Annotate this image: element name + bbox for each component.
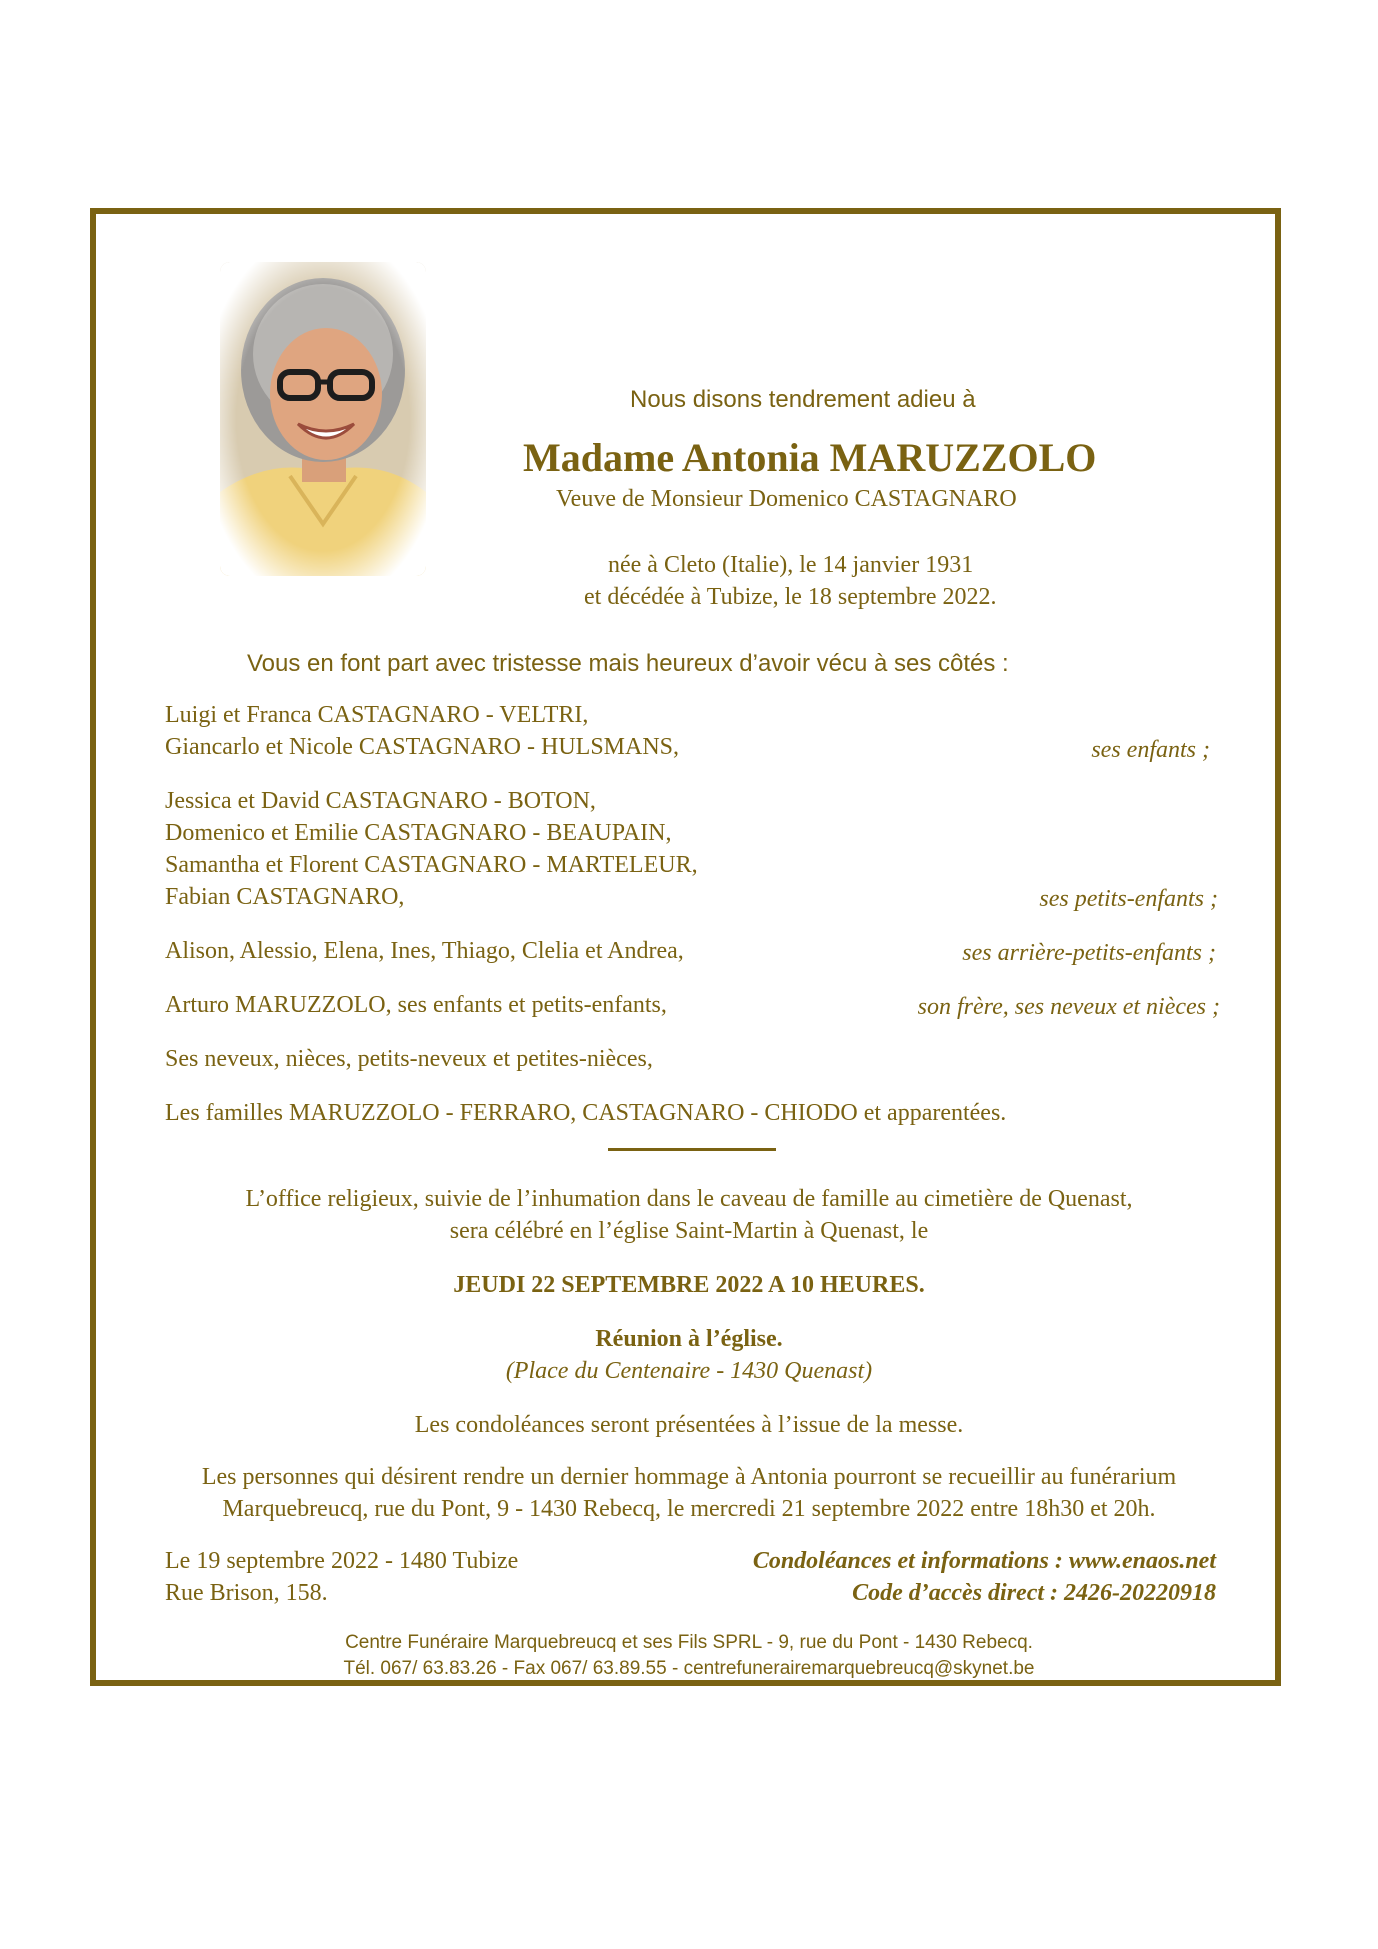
portrait-photo [220,262,426,576]
company-line: Centre Funéraire Marquebreucq et ses Fils SPRL - 9, rue du Pont - 1430 Rebecq. [345,1632,1033,1653]
relation-children: ses enfants ; [1091,737,1210,763]
relation-brother: son frère, ses neveux et nièces ; [917,994,1220,1020]
tribute-line-2: Marquebreucq, rue du Pont, 9 - 1430 Rebecq, le mercredi 21 septembre 2022 entre 18h30 et 20h. [222,1496,1156,1522]
meeting-line: Réunion à l’église. [595,1326,783,1352]
nephews-line: Ses neveux, nièces, petits-neveux et petites-nièces, [165,1046,653,1072]
footer-date-place: Le 19 septembre 2022 - 1480 Tubize [165,1548,519,1574]
contact-line: Tél. 067/ 63.83.26 - Fax 067/ 63.89.55 - centrefunerairemarquebreucq@skynet.be [343,1658,1035,1679]
footer-street: Rue Brison, 158. [165,1580,328,1606]
ceremony-line-1: L’office religieux, suivie de l’inhumation dans le caveau de famille au cimetière de Quenast, [245,1186,1133,1212]
death-line: et décédée à Tubize, le 18 septembre 2022. [584,584,997,610]
grandchildren-line-4: Fabian CASTAGNARO, [165,884,405,910]
online-condolences: Condoléances et informations : www.enaos.net [752,1548,1216,1574]
ceremony-date: JEUDI 22 SEPTEMBRE 2022 A 10 HEURES. [453,1272,925,1298]
families-line: Les familles MARUZZOLO - FERRARO, CASTAGNARO - CHIODO et apparentées. [165,1100,1007,1126]
divider [608,1148,776,1151]
ceremony-line-2: sera célébré en l’église Saint-Martin à Quenast, le [449,1218,929,1244]
grandchildren-line-2: Domenico et Emilie CASTAGNARO - BEAUPAIN, [165,820,672,846]
children-line-2: Giancarlo et Nicole CASTAGNARO - HULSMANS, [165,734,680,760]
widow-line: Veuve de Monsieur Domenico CASTAGNARO [556,486,1017,512]
relation-grandchildren: ses petits-enfants ; [1039,886,1218,912]
children-line-1: Luigi et Franca CASTAGNARO - VELTRI, [165,702,589,728]
access-code: Code d’accès direct : 2426-20220918 [852,1580,1216,1606]
brother-line: Arturo MARUZZOLO, ses enfants et petits-enfants, [165,992,667,1018]
announcement-text: Vous en font part avec tristesse mais heureux d’avoir vécu à ses côtés : [247,650,1009,677]
birth-line: née à Cleto (Italie), le 14 janvier 1931 [608,552,974,578]
intro-text: Nous disons tendrement adieu à [630,386,976,413]
relation-great-grandchildren: ses arrière-petits-enfants ; [962,940,1216,966]
great-grandchildren-line: Alison, Alessio, Elena, Ines, Thiago, Clelia et Andrea, [165,938,684,964]
condolences-line: Les condoléances seront présentées à l’issue de la messe. [414,1412,964,1438]
grandchildren-line-1: Jessica et David CASTAGNARO - BOTON, [165,788,596,814]
church-address: (Place du Centenaire - 1430 Quenast) [505,1358,873,1384]
deceased-name: Madame Antonia MARUZZOLO [523,435,1097,480]
grandchildren-line-3: Samantha et Florent CASTAGNARO - MARTELEUR, [165,852,698,878]
tribute-line-1: Les personnes qui désirent rendre un dernier hommage à Antonia pourront se recueillir au funérarium [201,1464,1177,1490]
